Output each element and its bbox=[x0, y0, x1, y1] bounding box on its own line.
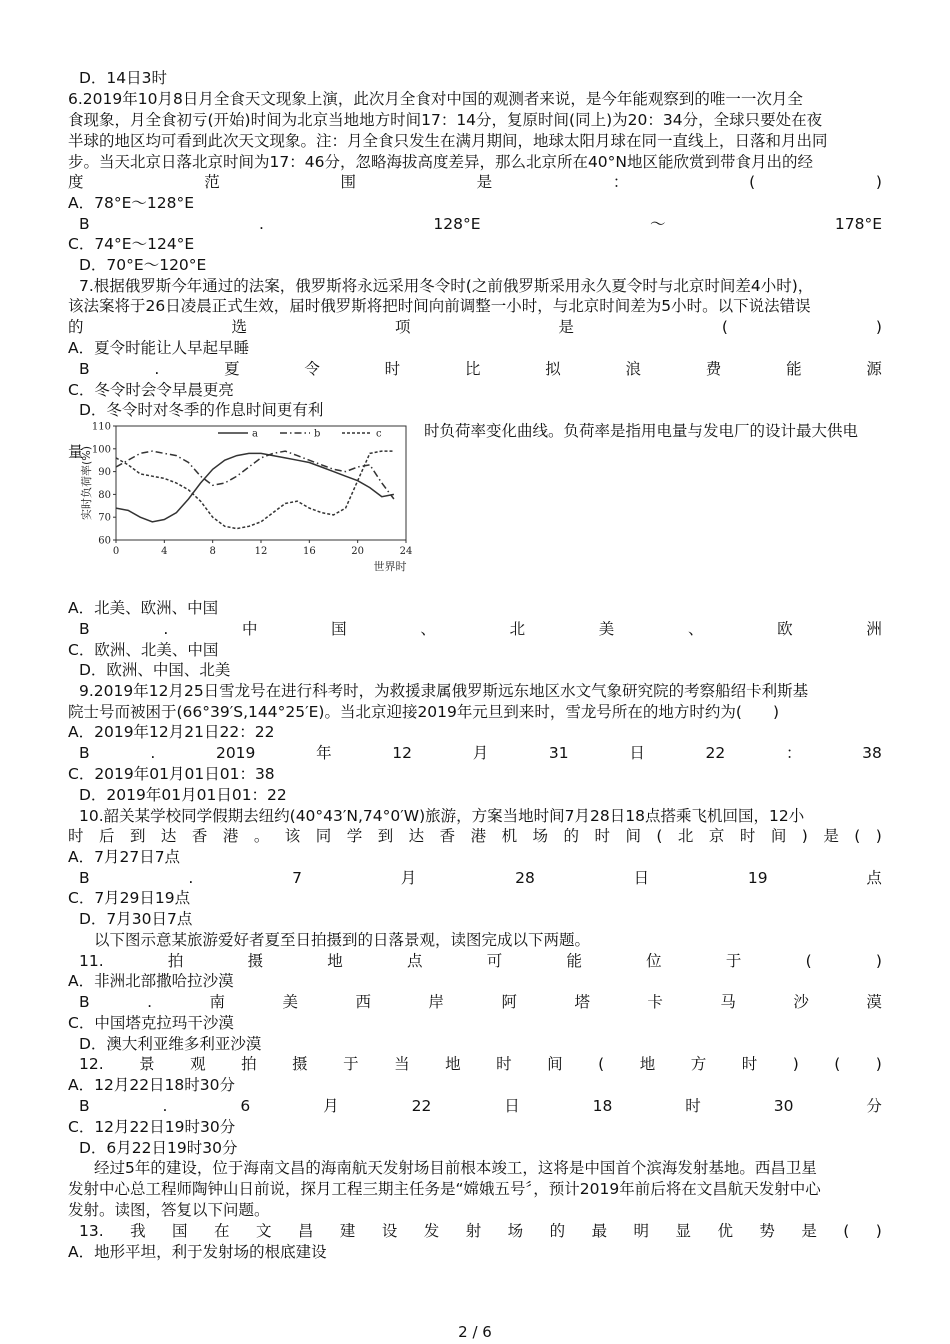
spread-token: 时 bbox=[496, 1055, 512, 1073]
spread-token: 机 bbox=[501, 827, 518, 845]
spread-token: 达 bbox=[160, 827, 177, 845]
spread-token: 欧 bbox=[777, 620, 793, 638]
spread-token: ( bbox=[656, 827, 663, 845]
spread-token: 塔 bbox=[574, 993, 590, 1011]
spread-token: 美 bbox=[282, 993, 299, 1011]
spread-token: 能 bbox=[786, 360, 802, 378]
spread-token: 美 bbox=[598, 620, 615, 638]
spread-token: ) bbox=[875, 827, 882, 845]
page-number: 2 / 6 bbox=[458, 1323, 492, 1341]
spread-token: 拟 bbox=[545, 360, 561, 378]
spread-token: 12 bbox=[392, 744, 413, 762]
spread-token: 30 bbox=[773, 1097, 794, 1115]
spread-token: B bbox=[79, 869, 90, 887]
spread-token: 国 bbox=[331, 620, 347, 638]
q13-intro-line-2: 发射中心总工程师陶钟山日前说，探月工程三期主任务是“嫦娥五号〞，预计2019年前后将在文昌航天发射中心 bbox=[68, 1180, 821, 1198]
spread-token: ) bbox=[792, 1055, 799, 1073]
x-axis-label: 世界时 bbox=[373, 560, 407, 573]
q10-stem-line-2 bbox=[68, 826, 882, 846]
spread-token: 香 bbox=[191, 827, 208, 845]
spread-token: B bbox=[79, 360, 90, 378]
q13-option-a: A．地形平坦，利于发射场的根底建设 bbox=[68, 1243, 327, 1261]
q10-option-d: D．7月30日7点 bbox=[79, 910, 193, 928]
spread-token: 摄 bbox=[292, 1055, 308, 1073]
spread-token: B bbox=[79, 993, 90, 1011]
spread-token: 沙 bbox=[793, 993, 809, 1011]
spread-token: 摄 bbox=[247, 952, 264, 970]
spread-token: 分 bbox=[866, 1097, 882, 1115]
spread-token: 显 bbox=[675, 1222, 691, 1240]
spread-token: 源 bbox=[866, 360, 882, 378]
spread-token: 18 bbox=[592, 1097, 613, 1115]
spread-token: ) bbox=[875, 1055, 882, 1073]
q9-option-c: C．2019年01月01日01：38 bbox=[68, 765, 275, 783]
spread-token: 优 bbox=[717, 1222, 733, 1240]
load-rate-chart bbox=[68, 420, 418, 578]
q12-option-c: C．12月22日19时30分 bbox=[68, 1118, 236, 1136]
spread-token: B bbox=[79, 1097, 90, 1115]
y-axis-label: 实时负荷率(%) bbox=[80, 445, 93, 521]
spread-token: 场 bbox=[507, 1222, 524, 1240]
x-tick-label: 4 bbox=[161, 546, 168, 557]
spread-token: . bbox=[259, 215, 264, 233]
spread-token: 费 bbox=[705, 360, 722, 378]
spread-token: 学 bbox=[346, 827, 363, 845]
legend-label-a: a bbox=[252, 428, 258, 440]
spread-token: 景 bbox=[139, 1055, 155, 1073]
spread-token: 38 bbox=[862, 744, 882, 762]
spread-token: 中 bbox=[241, 620, 258, 638]
spread-token: 6 bbox=[240, 1097, 251, 1115]
spread-token: 围 bbox=[340, 173, 356, 191]
spread-token: 观 bbox=[190, 1055, 206, 1073]
spread-token: 是 bbox=[801, 1222, 817, 1240]
spread-token: 时 bbox=[384, 360, 401, 378]
legend-label-b: b bbox=[314, 428, 321, 440]
spread-token: 日 bbox=[629, 744, 645, 762]
q7-stem-line-2: 该法案将于26日凌晨正式生效，届时俄罗斯将把时间向前调整一小时，与北京时间差为5小时。以下说法错误 bbox=[68, 297, 811, 315]
spread-token: 达 bbox=[408, 827, 425, 845]
spread-token: 。 bbox=[253, 827, 270, 845]
spread-token: 年 bbox=[316, 744, 332, 762]
x-tick-label: 20 bbox=[351, 546, 365, 557]
spread-token: 22 bbox=[705, 744, 726, 762]
spread-token: 22 bbox=[411, 1097, 432, 1115]
spread-token: . bbox=[163, 620, 169, 638]
spread-token: 的 bbox=[68, 318, 84, 336]
spread-token: ) bbox=[875, 173, 882, 191]
spread-token: 发 bbox=[423, 1222, 440, 1240]
spread-token: 建 bbox=[339, 1222, 356, 1240]
spread-token: 漠 bbox=[866, 993, 882, 1011]
q11-option-b bbox=[79, 992, 882, 1012]
y-tick-label: 100 bbox=[91, 444, 111, 456]
spread-token: ) bbox=[875, 318, 882, 336]
spread-token: 是 bbox=[476, 173, 493, 191]
spread-token: 阿 bbox=[501, 993, 517, 1011]
spread-token: 昌 bbox=[297, 1222, 314, 1240]
spread-token: 7 bbox=[292, 869, 303, 887]
spread-token: 能 bbox=[566, 952, 582, 970]
q11-option-a: A．非洲北部撒哈拉沙漠 bbox=[68, 972, 234, 990]
spread-token: 间 bbox=[770, 827, 787, 845]
q9-option-b bbox=[79, 743, 882, 763]
spread-token: 比 bbox=[464, 360, 481, 378]
spread-token: . bbox=[147, 993, 153, 1011]
spread-token: 时 bbox=[68, 827, 84, 845]
q7-option-b bbox=[79, 359, 882, 379]
q7-option-a: A．夏令时能让人早起早睡 bbox=[68, 339, 250, 357]
q6-option-c: C．74°E～124°E bbox=[68, 235, 195, 253]
spread-token: 后 bbox=[98, 827, 115, 845]
spread-token: ) bbox=[875, 1222, 882, 1240]
q6-stem-line-4: 步。当天北京日落北京时间为17：46分，忽略海拔高度差异，那么北京所在40°N地区能欣赏到带食月出的经 bbox=[68, 153, 814, 171]
q11-stem bbox=[79, 951, 882, 971]
spread-token: . bbox=[150, 744, 156, 762]
spread-token: 128°E bbox=[433, 215, 481, 233]
spread-token: 19 bbox=[747, 869, 768, 887]
spread-token: 日 bbox=[633, 869, 650, 887]
spread-token: 间 bbox=[547, 1055, 563, 1073]
spread-token: 射 bbox=[465, 1222, 482, 1240]
spread-token: ) bbox=[801, 827, 808, 845]
q12-option-a: A．12月22日18时30分 bbox=[68, 1076, 235, 1094]
spread-token: 设 bbox=[381, 1222, 398, 1240]
q13-intro-line-3: 发射。读图，答复以下问题。 bbox=[68, 1201, 270, 1219]
y-tick-label: 110 bbox=[91, 421, 111, 433]
spread-token: 北 bbox=[677, 827, 694, 845]
q10-option-a: A．7月27日7点 bbox=[68, 848, 181, 866]
spread-token: 13. bbox=[79, 1222, 104, 1240]
q9-option-d: D．2019年01月01日01：22 bbox=[79, 786, 287, 804]
q8-option-c: C．欧洲、北美、中国 bbox=[68, 641, 219, 659]
spread-token: 位 bbox=[646, 952, 662, 970]
q11-12-intro: 以下图示意某旅游爱好者夏至日拍摄到的日落景观，读图完成以下两题。 bbox=[94, 931, 591, 949]
spread-token: B bbox=[79, 744, 90, 762]
spread-token: 点 bbox=[407, 952, 423, 970]
spread-token: 2019 bbox=[215, 744, 256, 762]
spread-token: 方 bbox=[690, 1055, 707, 1073]
spread-token: 时 bbox=[685, 1097, 701, 1115]
y-tick-label: 80 bbox=[98, 489, 111, 501]
spread-token: ( bbox=[805, 952, 812, 970]
spread-token: . bbox=[188, 869, 194, 887]
spread-token: 夏 bbox=[224, 360, 240, 378]
spread-token: 日 bbox=[504, 1097, 520, 1115]
q6-stem-line-2: 食现象，月全食初亏(开始)时间为北京当地地方时间17：14分，复原时间(同上)为20：34分，全球只要处在夜 bbox=[68, 111, 823, 129]
q8-option-b bbox=[79, 619, 882, 639]
spread-token: 的 bbox=[549, 1222, 566, 1240]
spread-token: 当 bbox=[394, 1055, 410, 1073]
spread-token: 马 bbox=[720, 993, 736, 1011]
spread-token: 明 bbox=[633, 1222, 650, 1240]
spread-token: 国 bbox=[172, 1222, 188, 1240]
spread-token: ( bbox=[749, 173, 756, 191]
spread-token: 于 bbox=[343, 1055, 359, 1073]
spread-token: 时 bbox=[739, 827, 756, 845]
q12-stem bbox=[79, 1054, 882, 1074]
load-rate-chart-svg bbox=[68, 420, 418, 578]
spread-token: ： bbox=[785, 744, 802, 762]
spread-token: 卡 bbox=[647, 993, 663, 1011]
spread-token: 到 bbox=[377, 827, 394, 845]
spread-token: . bbox=[154, 360, 160, 378]
spread-token: 文 bbox=[255, 1222, 272, 1240]
spread-token: 项 bbox=[394, 318, 411, 336]
q6-stem-line-3: 半球的地区均可看到此次天文现象。注：月全食只发生在满月期间，地球太阳月球在同一直线上，日落和月出同 bbox=[68, 132, 828, 150]
spread-token: 11. bbox=[79, 952, 104, 970]
q13-stem bbox=[79, 1221, 882, 1241]
spread-token: 度 bbox=[68, 173, 84, 191]
spread-token: 是 bbox=[823, 827, 839, 845]
spread-token: 、 bbox=[420, 620, 436, 638]
q8-stem-line-2: 量 bbox=[68, 443, 84, 461]
q7-stem-line-1: 7.根据俄罗斯今年通过的法案，俄罗斯将永远采用冬令时(之前俄罗斯采用永久夏令时与北京时间差4小时)， bbox=[79, 277, 814, 295]
spread-token: 月 bbox=[323, 1097, 339, 1115]
spread-token: 28 bbox=[515, 869, 535, 887]
q10-option-b bbox=[79, 868, 882, 888]
q8-stem-line-1: 时负荷率变化曲线。负荷率是指用电量与发电厂的设计最大供电 bbox=[424, 422, 859, 440]
spread-token: 令 bbox=[304, 360, 320, 378]
spread-token: 12. bbox=[79, 1055, 104, 1073]
spread-token: 地 bbox=[445, 1055, 461, 1073]
spread-token: 最 bbox=[591, 1222, 608, 1240]
q7-stem-line-3 bbox=[68, 317, 882, 337]
spread-token: 时 bbox=[594, 827, 610, 845]
spread-token: ( bbox=[721, 318, 728, 336]
spread-token: ( bbox=[854, 827, 861, 845]
spread-token: 场 bbox=[532, 827, 549, 845]
spread-token: 31 bbox=[548, 744, 569, 762]
spread-token: 港 bbox=[470, 827, 487, 845]
spread-token: 范 bbox=[204, 173, 220, 191]
spread-token: 于 bbox=[725, 952, 742, 970]
q6-option-a: A．78°E～128°E bbox=[68, 194, 194, 212]
spread-token: 是 bbox=[558, 318, 574, 336]
spread-token: 势 bbox=[759, 1222, 775, 1240]
q11-option-d: D．澳大利亚维多利亚沙漠 bbox=[79, 1035, 262, 1053]
spread-token: 在 bbox=[214, 1222, 230, 1240]
q9-option-a: A．2019年12月21日22：22 bbox=[68, 723, 275, 741]
spread-token: 岸 bbox=[428, 993, 444, 1011]
y-tick-label: 70 bbox=[98, 512, 111, 524]
q9-stem-line-2: 院士号而被困于(66°39′S,144°25′E)。当北京迎接2019年元旦到来时，雪龙号所在的地方时约为( ) bbox=[68, 703, 779, 721]
spread-token: ( bbox=[834, 1055, 841, 1073]
spread-token: 京 bbox=[708, 827, 725, 845]
spread-token: 可 bbox=[486, 952, 503, 970]
spread-token: 港 bbox=[222, 827, 239, 845]
q7-option-d: D．冬令时对冬季的作息时间更有利 bbox=[79, 401, 324, 419]
spread-token: 到 bbox=[129, 827, 146, 845]
spread-token: 拍 bbox=[241, 1055, 257, 1073]
x-tick-label: 0 bbox=[112, 546, 120, 557]
spread-token: 浪 bbox=[625, 360, 642, 378]
q7-option-c: C．冬令时会令早晨更亮 bbox=[68, 381, 234, 399]
spread-token: ) bbox=[875, 952, 882, 970]
spread-token: ( bbox=[843, 1222, 850, 1240]
q6-option-d: D．70°E～120°E bbox=[79, 256, 207, 274]
spread-token: 选 bbox=[231, 318, 247, 336]
spread-token: ( bbox=[598, 1055, 605, 1073]
spread-token: 洲 bbox=[866, 620, 882, 638]
spread-token: 该 bbox=[284, 827, 301, 845]
spread-token: 同 bbox=[315, 827, 332, 845]
spread-token: 、 bbox=[687, 620, 704, 638]
spread-token: 178°E bbox=[834, 215, 882, 233]
y-tick-label: 60 bbox=[98, 535, 111, 547]
spread-token: 地 bbox=[639, 1055, 656, 1073]
spread-token: ： bbox=[612, 173, 629, 191]
spread-token: 西 bbox=[355, 993, 371, 1011]
spread-token: 的 bbox=[563, 827, 580, 845]
spread-token: B bbox=[79, 620, 90, 638]
q11-option-c: C．中国塔克拉玛干沙漠 bbox=[68, 1014, 234, 1032]
q10-stem-line-1: 10.韶关某学校同学假期去纽约(40°43′N,74°0′W)旅游，方案当地时间7月28日18点搭乘飞机回国，12小 bbox=[79, 807, 805, 825]
spread-token: 时 bbox=[741, 1055, 758, 1073]
x-tick-label: 8 bbox=[209, 546, 216, 557]
spread-token: ～ bbox=[649, 215, 666, 233]
q6-option-b bbox=[79, 214, 882, 234]
spread-token: 间 bbox=[625, 827, 641, 845]
x-tick-label: 16 bbox=[302, 546, 316, 557]
y-tick-label: 90 bbox=[98, 467, 111, 479]
q12-option-b bbox=[79, 1096, 882, 1116]
q10-option-c: C．7月29日19点 bbox=[68, 889, 191, 907]
q12-option-d: D．6月22日19时30分 bbox=[79, 1139, 238, 1157]
spread-token: 香 bbox=[439, 827, 456, 845]
x-tick-label: 12 bbox=[254, 546, 268, 557]
spread-token: 南 bbox=[209, 993, 226, 1011]
q6-stem-line-5 bbox=[68, 172, 882, 192]
q5-option-d: D．14日3时 bbox=[79, 69, 168, 87]
q8-option-d: D．欧洲、中国、北美 bbox=[79, 661, 231, 679]
spread-token: B bbox=[79, 215, 90, 233]
legend-label-c: c bbox=[376, 428, 382, 440]
spread-token: 点 bbox=[866, 869, 882, 887]
spread-token: . bbox=[162, 1097, 168, 1115]
spread-token: 地 bbox=[327, 952, 343, 970]
spread-token: 月 bbox=[472, 744, 489, 762]
q8-option-a: A．北美、欧洲、中国 bbox=[68, 599, 219, 617]
spread-token: 月 bbox=[400, 869, 417, 887]
spread-token: 我 bbox=[130, 1222, 146, 1240]
q13-intro-line-1: 经过5年的建设，位于海南文昌的海南航天发射场目前根本竣工，这将是中国首个滨海发射基地。西昌卫星 bbox=[94, 1159, 817, 1177]
spread-token: 北 bbox=[509, 620, 526, 638]
x-tick-label: 24 bbox=[399, 546, 413, 557]
q6-stem-line-1: 6.2019年10月8日月全食天文现象上演，此次月全食对中国的观测者来说，是今年能观察到的唯一一次月全 bbox=[68, 90, 803, 108]
spread-token: 拍 bbox=[167, 952, 184, 970]
q9-stem-line-1: 9.2019年12月25日雪龙号在进行科考时，为救援隶属俄罗斯远东地区水文气象研究院的考察船绍卡利斯基 bbox=[79, 682, 809, 700]
series-a-line bbox=[116, 453, 394, 521]
